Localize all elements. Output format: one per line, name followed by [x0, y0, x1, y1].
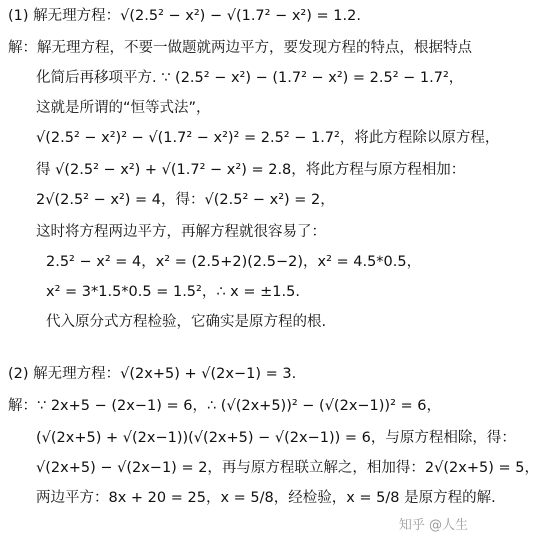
part1-line-2: 化简后再移项平方. ∵ (2.5² − x²) − (1.7² − x²) = 2.5² − 1.7²， [36, 70, 464, 86]
part1-line-1: 解：解无理方程，不要一做题就两边平方，要发现方程的特点，根据特点 [8, 40, 472, 56]
part1-title: (1) 解无理方程：√(2.5² − x²) − √(1.7² − x²) = 1.2. [8, 8, 361, 24]
part1-line-6: 2√(2.5² − x²) = 4，得：√(2.5² − x²) = 2， [36, 192, 335, 208]
part2-line-3: √(2x+5) − √(2x−1) = 2，再与原方程联立解之，相加得：2√(2x+5) = 5， [36, 460, 539, 476]
part1-line-3: 这就是所谓的“恒等式法”， [36, 100, 211, 116]
watermark: 知乎 @人生 [398, 518, 468, 533]
part2-line-2: (√(2x+5) + √(2x−1))(√(2x+5) − √(2x−1)) = 6，与原方程相除，得： [36, 430, 516, 446]
part1-line-7: 这时将方程两边平方，再解方程就很容易了： [36, 224, 326, 240]
part1-line-5: 得 √(2.5² − x²) + √(1.7² − x²) = 2.8，将此方程与原方程相加： [36, 162, 466, 178]
part2-line-1: 解：∵ 2x+5 − (2x−1) = 6，∴ (√(2x+5))² − (√(2x−1))² = 6， [8, 398, 441, 414]
part1-line-9: x² = 3*1.5*0.5 = 1.5²，∴ x = ±1.5. [46, 284, 300, 300]
part1-line-8: 2.5² − x² = 4，x² = (2.5+2)(2.5−2)，x² = 4.5*0.5， [46, 254, 422, 270]
part1-line-10: 代入原分式方程检验，它确实是原方程的根. [46, 314, 327, 330]
part2-line-4: 两边平方：8x + 20 = 25，x = 5/8，经检验，x = 5/8 是原方程的解. [36, 490, 496, 506]
part2-title: (2) 解无理方程：√(2x+5) + √(2x−1) = 3. [8, 366, 297, 382]
part1-line-4: √(2.5² − x²)² − √(1.7² − x²)² = 2.5² − 1.7²，将此方程除以原方程， [36, 130, 500, 146]
